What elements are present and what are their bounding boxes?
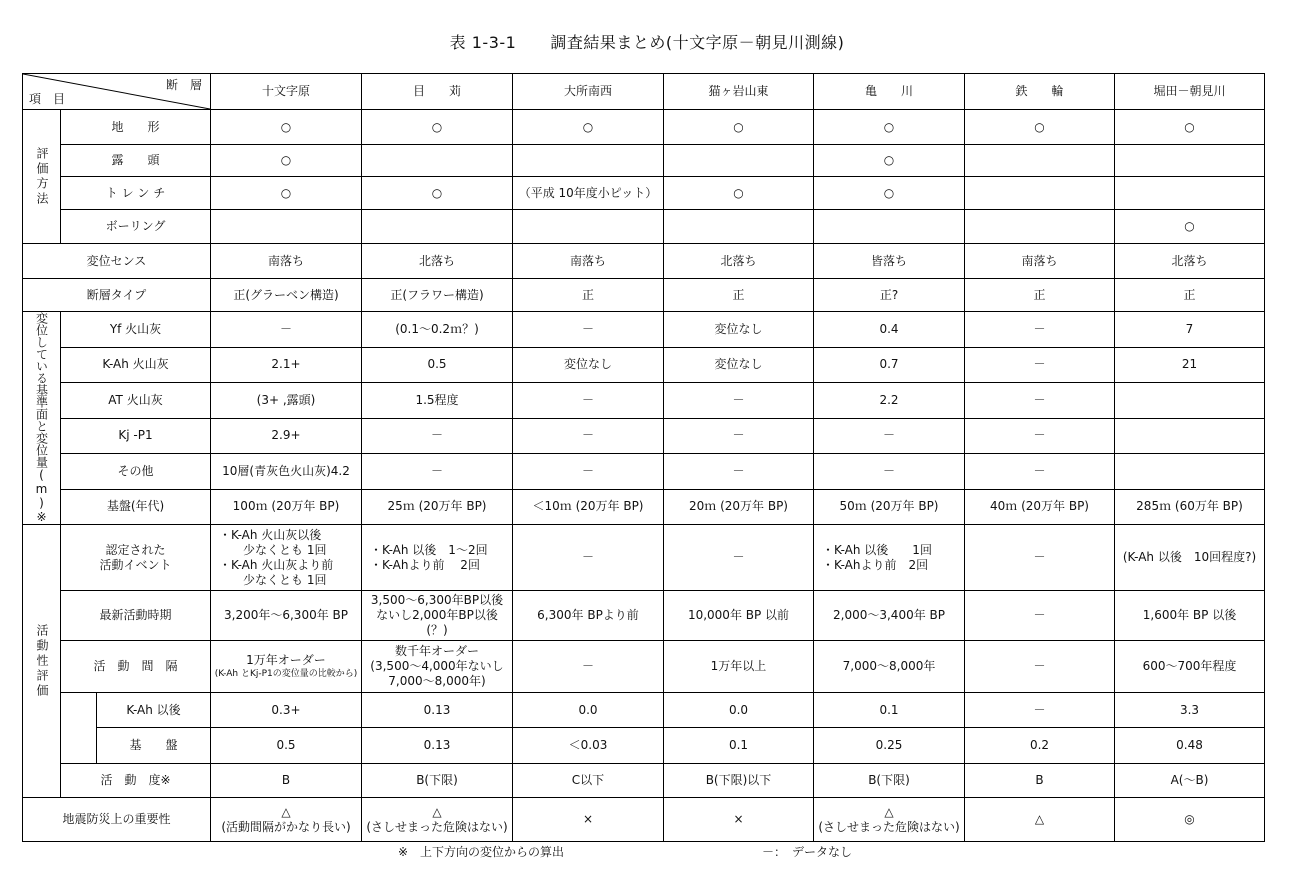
at-cell xyxy=(1115,383,1265,419)
sense-cell: 北落ち xyxy=(664,244,814,279)
fault-column-header: 亀 川 xyxy=(814,74,965,110)
table-row xyxy=(23,489,1265,525)
rate_kiban-cell: 0.13 xyxy=(362,728,513,764)
importance-cell: × xyxy=(513,798,664,842)
boring-label: ボーリング xyxy=(61,210,211,244)
yf-cell: 7 xyxy=(1115,312,1265,348)
kjp1-cell: － xyxy=(814,418,965,454)
interval-note: (K-Ah とKj-P1の変位量の比較から) xyxy=(214,669,358,679)
kiban-cell: 285ｍ (60万年 BP) xyxy=(1115,489,1265,525)
boring-cell xyxy=(362,210,513,244)
table-row xyxy=(23,525,1265,591)
rate_kiban-cell: ＜0.03 xyxy=(513,728,664,764)
latest-cell: 10,000年 BP 以前 xyxy=(664,591,814,641)
other-cell: － xyxy=(513,454,664,490)
interval-label: 活 動 間 隔 xyxy=(61,641,211,693)
kiban-cell: 50ｍ (20万年 BP) xyxy=(814,489,965,525)
kah-cell: 変位なし xyxy=(513,347,664,383)
rate_kiban-cell: 0.2 xyxy=(965,728,1115,764)
boring-cell xyxy=(211,210,362,244)
kiban-label: 基盤(年代) xyxy=(61,489,211,525)
roto-cell xyxy=(513,145,664,177)
kah-cell: 0.7 xyxy=(814,347,965,383)
chikei-cell: ○ xyxy=(664,110,814,145)
other-label: その他 xyxy=(61,454,211,490)
other-cell: － xyxy=(664,454,814,490)
sense-cell: 皆落ち xyxy=(814,244,965,279)
rate_kiban-label: 基 盤 xyxy=(97,728,211,764)
table-row xyxy=(23,693,1265,728)
table-row xyxy=(23,74,1265,110)
rate-subgroup xyxy=(61,693,97,764)
group-activity-text: 活動性評価 xyxy=(35,623,49,699)
latest-label: 最新活動時期 xyxy=(61,591,211,641)
kah-cell: 21 xyxy=(1115,347,1265,383)
kjp1-cell xyxy=(1115,418,1265,454)
group-eval-method-text: 評価方法 xyxy=(35,146,49,207)
event-cell: － xyxy=(664,525,814,591)
degree-cell: B(下限) xyxy=(814,764,965,798)
footnote-nodata: －： データなし xyxy=(762,845,853,859)
type-cell: 正 xyxy=(513,279,664,312)
importance-cell: ◎ xyxy=(1115,798,1265,842)
degree-cell: C以下 xyxy=(513,764,664,798)
other-cell xyxy=(1115,454,1265,490)
table-row xyxy=(23,279,1265,312)
yf-cell: － xyxy=(513,312,664,348)
table-row xyxy=(23,244,1265,279)
interval-cell: 600～700年程度 xyxy=(1115,641,1265,693)
chikei-cell: ○ xyxy=(965,110,1115,145)
latest-cell: 6,300年 BPより前 xyxy=(513,591,664,641)
table-row xyxy=(23,641,1265,693)
kiban-cell: 20ｍ (20万年 BP) xyxy=(664,489,814,525)
fault-column-header: 大所南西 xyxy=(513,74,664,110)
table-row xyxy=(23,798,1265,842)
roto-cell xyxy=(664,145,814,177)
interval-cell: 1万年オーダー (K-Ah とKj-P1の変位量の比較から) xyxy=(211,641,362,693)
at-cell: 2.2 xyxy=(814,383,965,419)
sense-cell: 南落ち xyxy=(211,244,362,279)
table-row xyxy=(23,312,1265,348)
yf-cell: － xyxy=(211,312,362,348)
table-number: 表 1-3-1 xyxy=(449,33,517,52)
other-cell: － xyxy=(362,454,513,490)
latest-cell: 3,200年～6,300年 BP xyxy=(211,591,362,641)
table-row xyxy=(23,145,1265,177)
rate_kiban-cell: 0.5 xyxy=(211,728,362,764)
importance-cell: △ (さしせまった危険はない) xyxy=(362,798,513,842)
table-row xyxy=(23,383,1265,419)
event-cell: ・K-Ah 以後 1回 ・K-Ahより前 2回 xyxy=(814,525,965,591)
event-cell: － xyxy=(513,525,664,591)
footnote-displacement: ※ 上下方向の変位からの算出 xyxy=(398,845,565,859)
kah-label: K-Ah 火山灰 xyxy=(61,347,211,383)
rate_kah-cell: 0.0 xyxy=(664,693,814,728)
group-activity xyxy=(23,525,61,798)
rate_kah-cell: 3.3 xyxy=(1115,693,1265,728)
importance-label: 地震防災上の重要性 xyxy=(23,798,211,842)
trench-cell: ○ xyxy=(664,177,814,210)
importance-cell: △ (活動間隔がかなり長い) xyxy=(211,798,362,842)
type-cell: 正? xyxy=(814,279,965,312)
importance-cell: △ xyxy=(965,798,1115,842)
fault-column-header: 十文字原 xyxy=(211,74,362,110)
at-cell: － xyxy=(513,383,664,419)
kah-cell: 変位なし xyxy=(664,347,814,383)
chikei-cell: ○ xyxy=(1115,110,1265,145)
kah-cell: 0.5 xyxy=(362,347,513,383)
type-label: 断層タイプ xyxy=(23,279,211,312)
sense-label: 変位センス xyxy=(23,244,211,279)
sense-cell: 北落ち xyxy=(1115,244,1265,279)
boring-cell xyxy=(814,210,965,244)
trench-cell xyxy=(965,177,1115,210)
boring-cell xyxy=(513,210,664,244)
trench-cell: （平成 10年度小ピット） xyxy=(513,177,664,210)
boring-cell xyxy=(664,210,814,244)
rate_kah-label: K-Ah 以後 xyxy=(97,693,211,728)
table-row xyxy=(23,454,1265,490)
fault-column-header: 堀田－朝見川 xyxy=(1115,74,1265,110)
header-item-label: 項 目 xyxy=(29,92,66,106)
chikei-cell: ○ xyxy=(362,110,513,145)
kiban-cell: 40ｍ (20万年 BP) xyxy=(965,489,1115,525)
at-cell: － xyxy=(664,383,814,419)
rate_kiban-cell: 0.25 xyxy=(814,728,965,764)
table-row xyxy=(23,347,1265,383)
fault-column-header: 鉄 輪 xyxy=(965,74,1115,110)
roto-cell xyxy=(362,145,513,177)
event-cell: (K-Ah 以後 10回程度?) xyxy=(1115,525,1265,591)
interval-cell: 7,000～8,000年 xyxy=(814,641,965,693)
type-cell: 正 xyxy=(965,279,1115,312)
table-row xyxy=(23,110,1265,145)
latest-cell: 3,500～6,300年BP以後 ないし2,000年BP以後 (？) xyxy=(362,591,513,641)
yf-cell: － xyxy=(965,312,1115,348)
group-displacement xyxy=(23,312,61,525)
degree-label: 活 動 度※ xyxy=(61,764,211,798)
chikei-cell: ○ xyxy=(513,110,664,145)
table-title xyxy=(0,30,1294,53)
kiban-cell: 100ｍ (20万年 BP) xyxy=(211,489,362,525)
table-caption: 調査結果まとめ(十文字原－朝見川測線) xyxy=(550,33,845,52)
summary-table xyxy=(22,73,1265,842)
sense-cell: 南落ち xyxy=(965,244,1115,279)
at-cell: － xyxy=(965,383,1115,419)
degree-cell: A(～B) xyxy=(1115,764,1265,798)
type-cell: 正 xyxy=(664,279,814,312)
yf-cell: 0.4 xyxy=(814,312,965,348)
type-cell: 正(フラワー構造) xyxy=(362,279,513,312)
degree-cell: B xyxy=(965,764,1115,798)
latest-cell: 2,000～3,400年 BP xyxy=(814,591,965,641)
roto-cell xyxy=(965,145,1115,177)
kjp1-cell: 2.9+ xyxy=(211,418,362,454)
table-row xyxy=(23,210,1265,244)
chikei-label: 地 形 xyxy=(61,110,211,145)
sense-cell: 北落ち xyxy=(362,244,513,279)
table-row xyxy=(23,591,1265,641)
table-row xyxy=(23,764,1265,798)
kjp1-cell: － xyxy=(664,418,814,454)
kiban-cell: 25ｍ (20万年 BP) xyxy=(362,489,513,525)
roto-cell xyxy=(1115,145,1265,177)
latest-cell: 1,600年 BP 以後 xyxy=(1115,591,1265,641)
yf-label: Yf 火山灰 xyxy=(61,312,211,348)
other-cell: － xyxy=(814,454,965,490)
fault-column-header: 目 苅 xyxy=(362,74,513,110)
chikei-cell: ○ xyxy=(814,110,965,145)
yf-cell: (0.1～0.2ｍ？) xyxy=(362,312,513,348)
trench-cell: ○ xyxy=(814,177,965,210)
interval-cell: － xyxy=(513,641,664,693)
degree-cell: B(下限) xyxy=(362,764,513,798)
importance-cell: × xyxy=(664,798,814,842)
event-label: 認定された 活動イベント xyxy=(61,525,211,591)
at-label: AT 火山灰 xyxy=(61,383,211,419)
type-cell: 正 xyxy=(1115,279,1265,312)
other-cell: 10層(青灰色火山灰)4.2 xyxy=(211,454,362,490)
chikei-cell: ○ xyxy=(211,110,362,145)
kah-cell: － xyxy=(965,347,1115,383)
header-corner xyxy=(23,74,211,110)
type-cell: 正(グラーベン構造) xyxy=(211,279,362,312)
fault-column-header: 猫ヶ岩山東 xyxy=(664,74,814,110)
at-cell: 1.5程度 xyxy=(362,383,513,419)
interval-cell: － xyxy=(965,641,1115,693)
trench-label: ト レ ン チ xyxy=(61,177,211,210)
event-cell: ・K-Ah 以後 1～2回 ・K-Ahより前 2回 xyxy=(362,525,513,591)
roto-cell: ○ xyxy=(814,145,965,177)
header-fault-label: 断 層 xyxy=(165,78,202,92)
trench-cell xyxy=(1115,177,1265,210)
rate_kah-cell: － xyxy=(965,693,1115,728)
rate_kiban-cell: 0.48 xyxy=(1115,728,1265,764)
interval-cell: 数千年オーダー (3,500～4,000年ないし 7,000～8,000年) xyxy=(362,641,513,693)
table-row xyxy=(23,728,1265,764)
rate_kah-cell: 0.0 xyxy=(513,693,664,728)
yf-cell: 変位なし xyxy=(664,312,814,348)
kjp1-cell: － xyxy=(513,418,664,454)
kiban-cell: ＜10ｍ (20万年 BP) xyxy=(513,489,664,525)
interval-cell: 1万年以上 xyxy=(664,641,814,693)
rate_kiban-cell: 0.1 xyxy=(664,728,814,764)
group-eval-method xyxy=(23,110,61,244)
rate_kah-cell: 0.13 xyxy=(362,693,513,728)
group-displacement-text: 変位している基準面と変位量(m)※ xyxy=(34,312,49,524)
event-cell: ・K-Ah 火山灰以後 少なくとも 1回 ・K-Ah 火山灰より前 少なくとも 1回 xyxy=(211,525,362,591)
table-row xyxy=(23,177,1265,210)
sense-cell: 南落ち xyxy=(513,244,664,279)
kah-cell: 2.1+ xyxy=(211,347,362,383)
other-cell: － xyxy=(965,454,1115,490)
rate_kah-cell: 0.1 xyxy=(814,693,965,728)
roto-label: 露 頭 xyxy=(61,145,211,177)
trench-cell: ○ xyxy=(362,177,513,210)
trench-cell: ○ xyxy=(211,177,362,210)
latest-cell: － xyxy=(965,591,1115,641)
degree-cell: B xyxy=(211,764,362,798)
degree-cell: B(下限)以下 xyxy=(664,764,814,798)
table-row xyxy=(23,418,1265,454)
kjp1-cell: － xyxy=(362,418,513,454)
boring-cell xyxy=(965,210,1115,244)
rate_kah-cell: 0.3+ xyxy=(211,693,362,728)
boring-cell: ○ xyxy=(1115,210,1265,244)
importance-cell: △ (さしせまった危険はない) xyxy=(814,798,965,842)
event-cell: － xyxy=(965,525,1115,591)
at-cell: (3+ ,露頭) xyxy=(211,383,362,419)
kjp1-cell: － xyxy=(965,418,1115,454)
roto-cell: ○ xyxy=(211,145,362,177)
kjp1-label: Kj -P1 xyxy=(61,418,211,454)
